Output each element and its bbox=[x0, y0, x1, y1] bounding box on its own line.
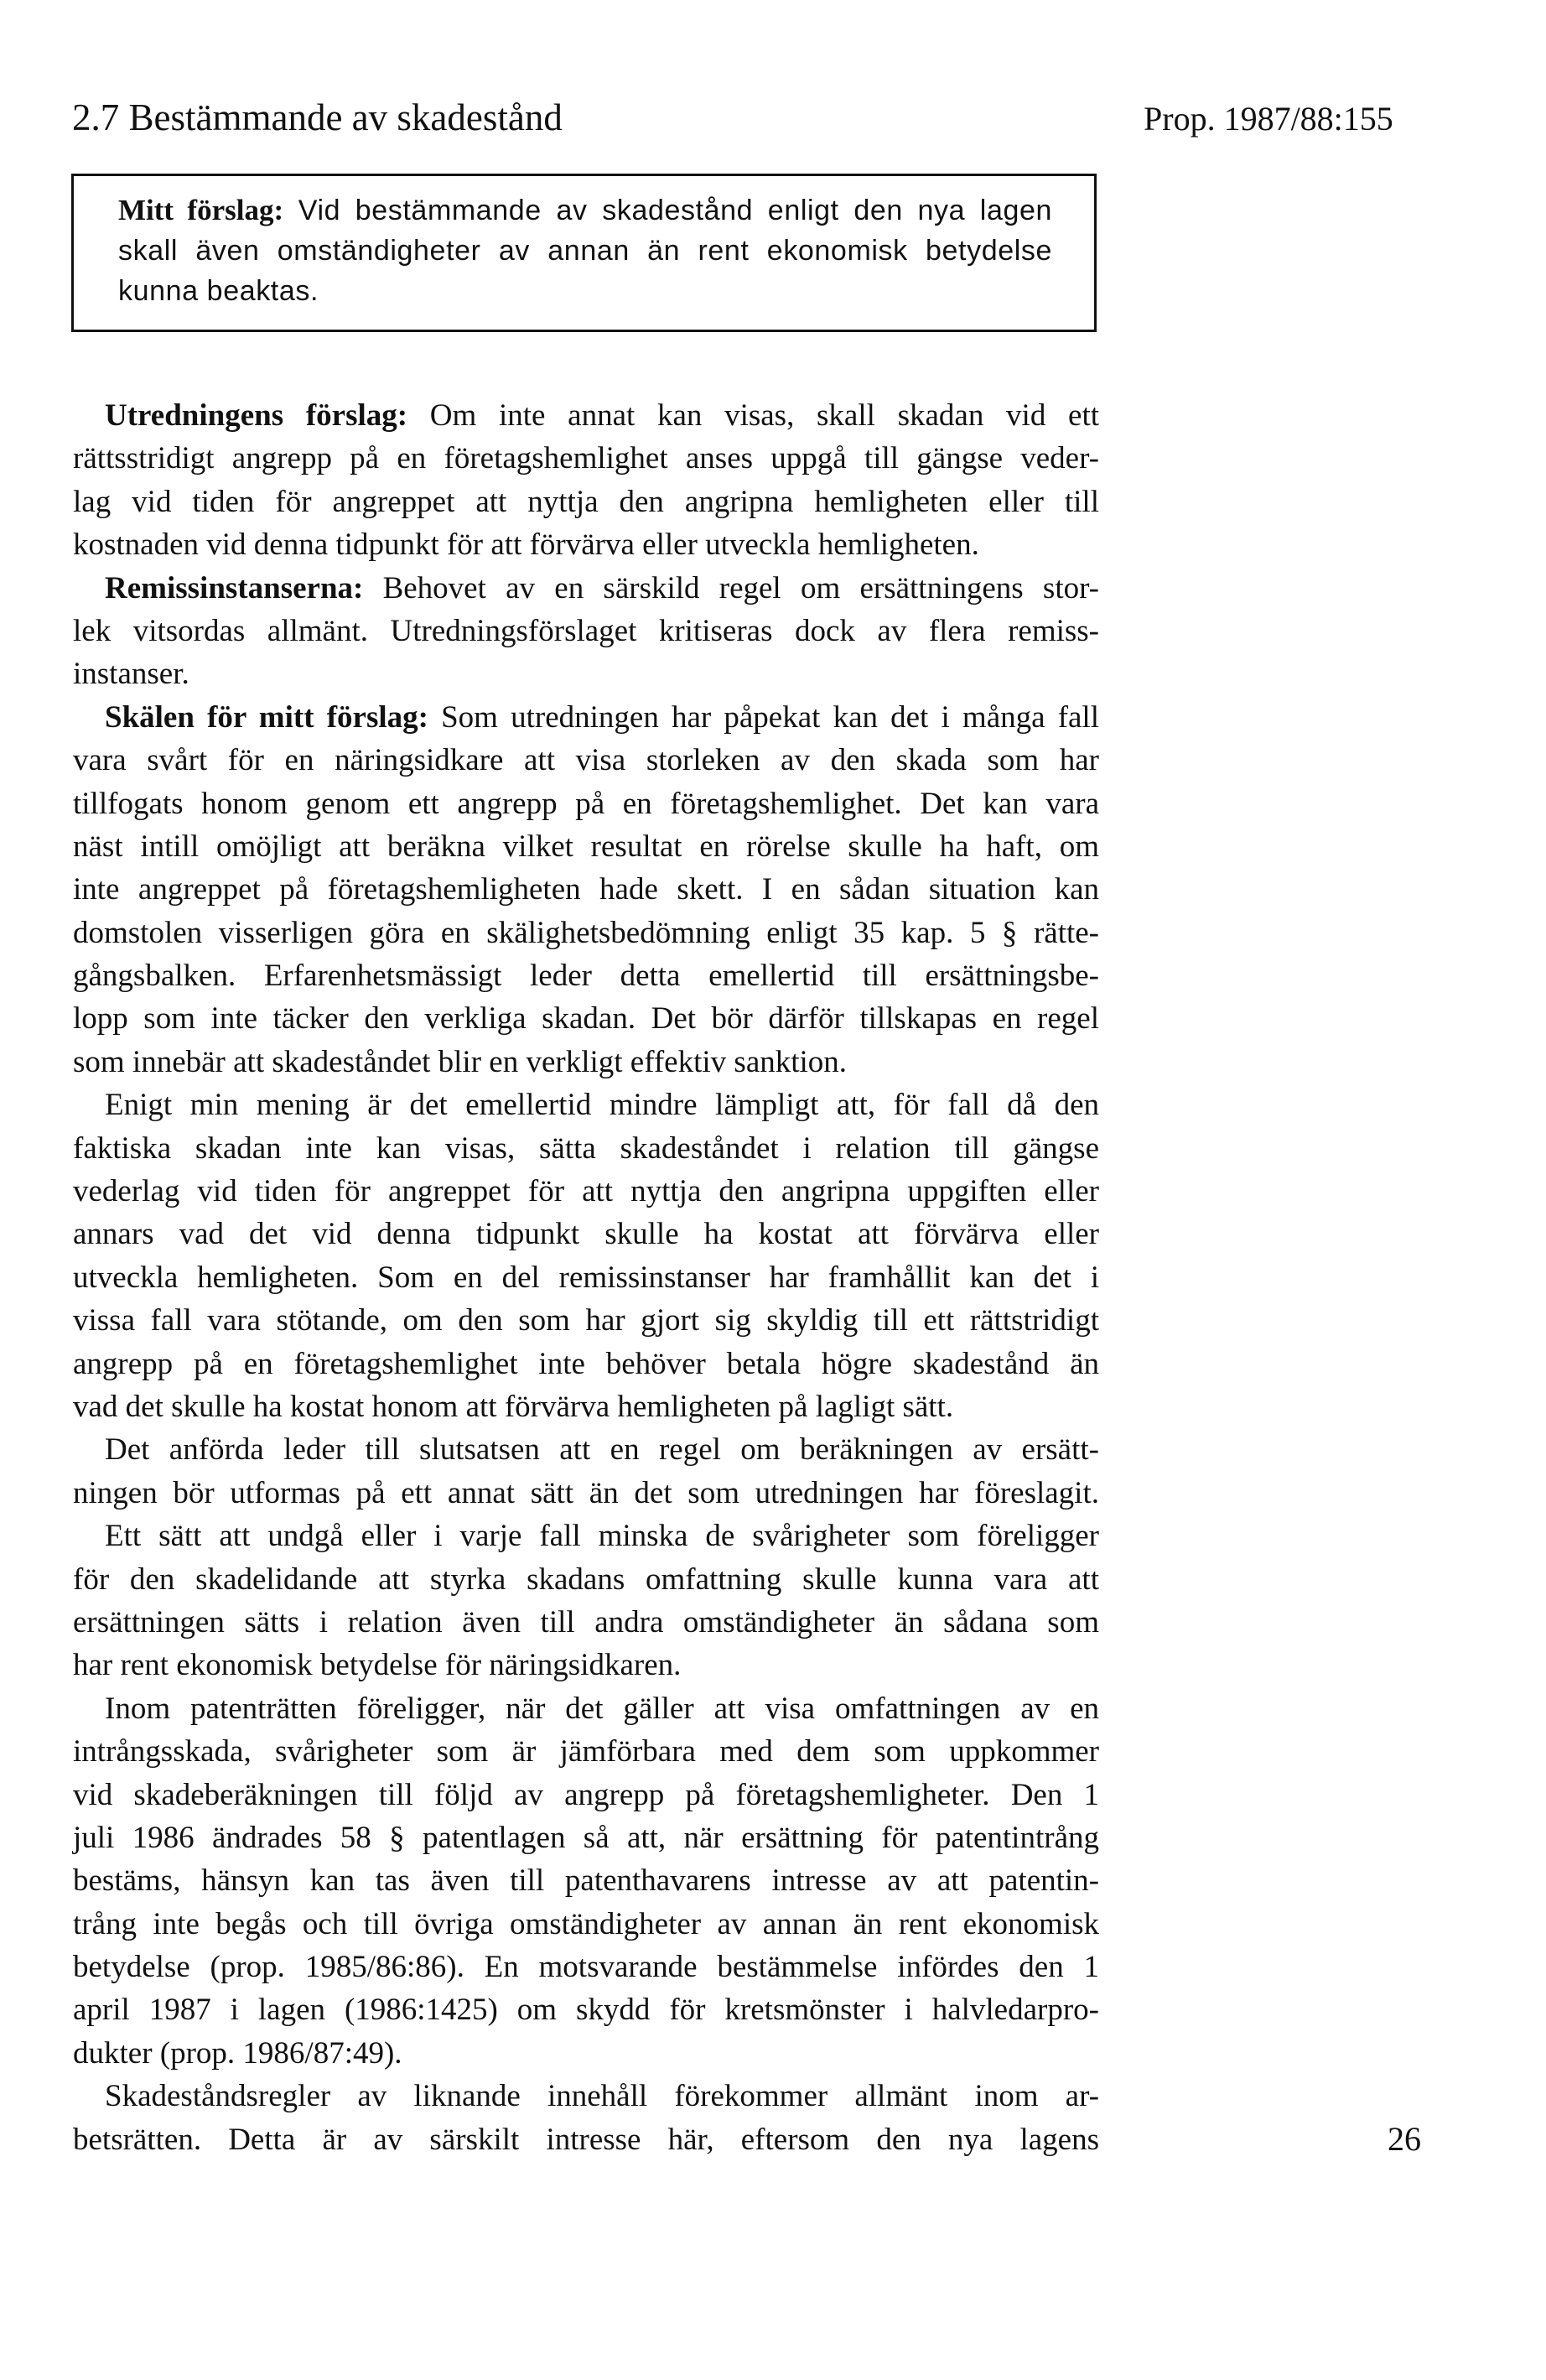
line-text: instanser. bbox=[73, 657, 189, 692]
line-text: betydelse (prop. 1985/86:86). En motsvarande bestämmelse infördes den 1 bbox=[73, 1950, 1099, 1985]
text-line bbox=[73, 1385, 1099, 1428]
text-line bbox=[73, 1601, 1099, 1644]
proposal-box bbox=[71, 174, 1097, 332]
line-text: bestäms, hänsyn kan tas även till patenthavarens intresse av att patentin- bbox=[73, 1863, 1099, 1899]
text-line bbox=[73, 1816, 1099, 1859]
text-line bbox=[73, 782, 1099, 825]
text-line bbox=[73, 1730, 1099, 1773]
text-line bbox=[73, 1041, 1099, 1083]
line-text: lek vitsordas allmänt. Utredningsförslaget kritiseras dock av flera remiss- bbox=[73, 613, 1099, 648]
text-line bbox=[73, 1299, 1099, 1342]
text-line bbox=[73, 1988, 1099, 2031]
text-line bbox=[73, 481, 1099, 523]
line-text: Ett sätt att undgå eller i varje fall minska de svårigheter som föreligger bbox=[105, 1519, 1099, 1554]
text-line bbox=[73, 1213, 1099, 1255]
text-line bbox=[73, 1903, 1099, 1946]
text-line bbox=[73, 739, 1099, 782]
page-number: 26 bbox=[1388, 2120, 1421, 2158]
line-text: rättsstridigt angrepp på en företagshemlighet anses uppgå till gängse veder- bbox=[73, 441, 1099, 476]
text-line bbox=[73, 1558, 1099, 1601]
line-text: juli 1986 ändrades 58 § patentlagen så att, när ersättning för patentintrång bbox=[73, 1820, 1099, 1855]
proposition-reference: Prop. 1987/88:155 bbox=[1144, 100, 1393, 138]
text-line bbox=[73, 1170, 1099, 1213]
text-line bbox=[73, 2075, 1099, 2118]
line-text: angrepp på en företagshemlighet inte behöver betala högre skadestånd än bbox=[73, 1346, 1099, 1381]
line-text: vissa fall vara stötande, om den som har gjort sig skyldig till ett rättstridigt bbox=[73, 1303, 1099, 1338]
text-line bbox=[73, 1256, 1099, 1299]
paragraph-lead: Skälen för mitt förslag: bbox=[105, 699, 428, 735]
line-text: som innebär att skadeståndet blir en verkligt effektiv sanktion. bbox=[73, 1044, 848, 1079]
line-text: trång inte begås och till övriga omständigheter av annan än rent ekonomisk bbox=[73, 1906, 1099, 1941]
line-text: Skadeståndsregler av liknande innehåll förekommer allmänt inom ar- bbox=[105, 2079, 1099, 2114]
text-line bbox=[73, 912, 1099, 954]
proposal-label: Mitt förslag: bbox=[118, 194, 284, 226]
text-line bbox=[73, 610, 1099, 652]
proposal-body: Vid bestämmande av skadestånd enligt den nya lagen skall även omständigheter av annan än rent ekonomisk betydelse kunna beaktas. bbox=[118, 195, 1052, 307]
line-text: intrångsskada, svårigheter som är jämförbara med dem som uppkommer bbox=[73, 1734, 1099, 1769]
text-line bbox=[73, 868, 1099, 911]
line-text: annars vad det vid denna tidpunkt skulle ha kostat att förvärva eller bbox=[73, 1217, 1099, 1252]
text-line bbox=[73, 1644, 1099, 1686]
text-line bbox=[73, 1343, 1099, 1385]
text-line bbox=[73, 997, 1099, 1040]
line-text: lag vid tiden för angreppet att nyttja den angripna hemligheten eller till bbox=[73, 484, 1099, 519]
line-text: har rent ekonomisk betydelse för näringsidkaren. bbox=[73, 1648, 682, 1683]
line-text: ersättningen sätts i relation även till andra omständigheter än sådana som bbox=[73, 1604, 1099, 1639]
line-text: faktiska skadan inte kan visas, sätta skadeståndet i relation till gängse bbox=[73, 1130, 1099, 1166]
paragraph-lead: Utredningens förslag: bbox=[105, 398, 408, 433]
text-line bbox=[73, 2118, 1099, 2161]
line-text: Behovet av en särskild regel om ersättningens stor- bbox=[363, 570, 1099, 605]
paragraph-lead: Remissinstanserna: bbox=[105, 570, 364, 605]
line-text: för den skadelidande att styrka skadans omfattning skulle kunna vara att bbox=[73, 1562, 1099, 1597]
text-line bbox=[73, 1946, 1099, 1988]
line-text: Som utredningen har påpekat kan det i många fall bbox=[428, 699, 1099, 735]
text-line bbox=[73, 2032, 1099, 2075]
line-text: dukter (prop. 1986/87:49). bbox=[73, 2035, 402, 2071]
text-line bbox=[73, 1774, 1099, 1816]
text-line bbox=[73, 1515, 1099, 1557]
line-text: lopp som inte täcker den verkliga skadan. Det bör därför tillskapas en regel bbox=[73, 1001, 1099, 1037]
text-line bbox=[73, 954, 1099, 997]
text-line bbox=[73, 1083, 1099, 1126]
text-line bbox=[73, 652, 1099, 695]
line-text: gångsbalken. Erfarenhetsmässigt leder detta emellertid till ersättningsbe- bbox=[73, 959, 1099, 994]
text-line bbox=[73, 523, 1099, 566]
line-text: näst intill omöjligt att beräkna vilket resultat en rörelse skulle ha haft, om bbox=[73, 829, 1099, 864]
line-text: Det anförda leder till slutsatsen att en regel om beräkningen av ersätt- bbox=[105, 1432, 1099, 1468]
line-text: vid skadeberäkningen till följd av angrepp på företagshemligheter. Den 1 bbox=[73, 1777, 1099, 1812]
text-line bbox=[73, 1428, 1099, 1471]
line-text: kostnaden vid denna tidpunkt för att förvärva eller utveckla hemligheten. bbox=[73, 527, 979, 563]
line-text: ningen bör utformas på ett annat sätt än det som utredningen har föreslagit. bbox=[73, 1475, 1099, 1510]
text-line bbox=[73, 1472, 1099, 1515]
text-line bbox=[73, 437, 1099, 480]
text-line bbox=[73, 696, 1099, 739]
line-text: utveckla hemligheten. Som en del remissinstanser har framhållit kan det i bbox=[73, 1260, 1099, 1295]
line-text: vad det skulle ha kostat honom att förvärva hemligheten på lagligt sätt. bbox=[73, 1389, 954, 1424]
line-text: Enigt min mening är det emellertid mindre lämpligt att, för fall då den bbox=[105, 1088, 1099, 1123]
line-text: april 1987 i lagen (1986:1425) om skydd för kretsmönster i halvledarpro- bbox=[73, 1993, 1099, 2028]
line-text: betsrätten. Detta är av särskilt intresse här, eftersom den nya lagens bbox=[73, 2122, 1099, 2157]
line-text: vara svårt för en näringsidkare att visa storleken av den skada som har bbox=[73, 743, 1099, 778]
text-line bbox=[73, 1859, 1099, 1902]
line-text: Om inte annat kan visas, skall skadan vid ett bbox=[407, 398, 1100, 433]
text-line bbox=[73, 825, 1099, 868]
line-text: inte angreppet på företagshemligheten hade skett. I en sådan situation kan bbox=[73, 872, 1099, 907]
text-line bbox=[73, 394, 1099, 437]
line-text: domstolen visserligen göra en skälighetsbedömning enligt 35 kap. 5 § rätte- bbox=[73, 915, 1099, 950]
line-text: Inom patenträtten föreligger, när det gäller att visa omfattningen av en bbox=[105, 1691, 1099, 1726]
body-text bbox=[73, 394, 1099, 2161]
text-line bbox=[73, 567, 1099, 610]
line-text: vederlag vid tiden för angreppet för att nyttja den angripna uppgiften eller bbox=[73, 1174, 1099, 1209]
text-line bbox=[73, 1687, 1099, 1730]
section-heading: 2.7 Bestämmande av skadestånd bbox=[72, 96, 563, 138]
text-line bbox=[73, 1127, 1099, 1170]
line-text: tillfogats honom genom ett angrepp på en företagshemlighet. Det kan vara bbox=[73, 786, 1099, 821]
proposal-text bbox=[118, 190, 1052, 311]
